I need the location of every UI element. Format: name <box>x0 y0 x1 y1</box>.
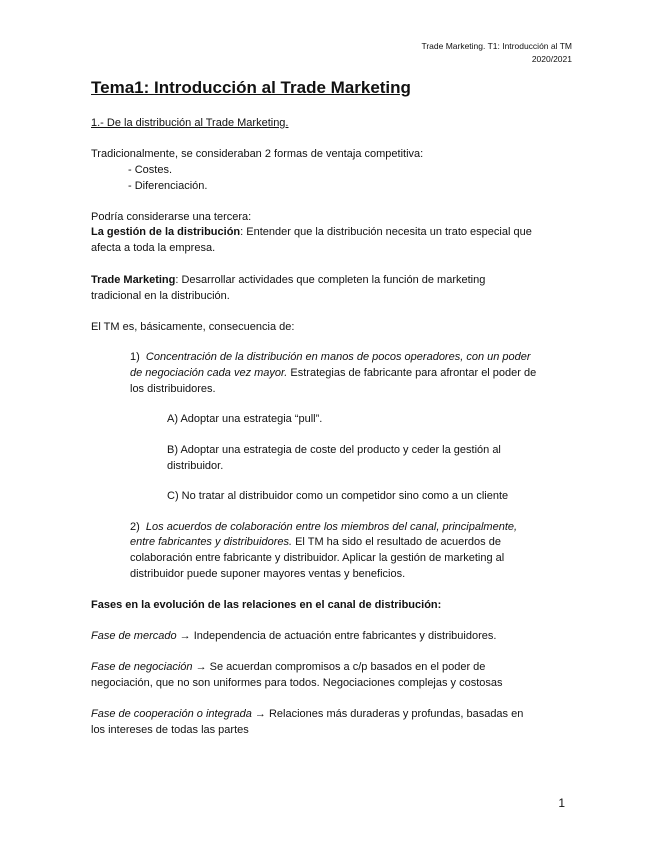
header-title: Trade Marketing. T1: Introducción al TM <box>421 41 572 51</box>
phase-label: Fase de mercado <box>91 630 177 642</box>
intro-text: Tradicionalmente, se consideraban 2 formas de ventaja competitiva: <box>91 148 424 160</box>
phase-label: Fase de cooperación o integrada <box>91 708 252 720</box>
item-text: El TM ha sido el resultado de acuerdos de <box>292 536 501 548</box>
paragraph: El TM es, básicamente, consecuencia de: <box>91 321 295 333</box>
phase-text: Se acuerdan compromisos a c/p basados en el poder de <box>209 661 486 673</box>
paragraph <box>91 272 485 288</box>
page-number: 1 <box>558 796 565 810</box>
running-header <box>421 40 572 66</box>
sub-item: A) Adoptar una estrategia “pull”. <box>167 413 323 425</box>
term-text: : Desarrollar actividades que completen la función de marketing <box>175 274 486 286</box>
phase-item-line: los intereses de todas las partes <box>91 724 249 736</box>
item-italic: Concentración de la distribución en manos de pocos operadores, con un poder <box>145 351 531 363</box>
item-number: 2) <box>130 521 140 533</box>
phase-item <box>91 659 485 675</box>
term-label: La gestión de la distribución <box>91 226 241 238</box>
phase-label: Fase de negociación <box>91 661 193 673</box>
sub-item: B) Adoptar una estrategia de coste del producto y ceder la gestión al <box>167 444 501 456</box>
arrow-right-icon: → <box>195 661 207 673</box>
term-label: Trade Marketing <box>91 274 176 286</box>
sub-item: C) No tratar al distribuidor como un competidor sino como a un cliente <box>167 490 509 502</box>
phase-item <box>91 706 523 722</box>
header-year: 2020/2021 <box>531 54 572 64</box>
numbered-item-line <box>130 365 536 381</box>
numbered-item <box>130 349 531 365</box>
paragraph: Podría considerarse una tercera: <box>91 211 252 223</box>
paragraph: afecta a toda la empresa. <box>91 242 216 254</box>
item-italic: de negociación cada vez mayor. <box>130 367 288 379</box>
list-item: - Costes. <box>128 164 173 176</box>
term-text: : Entender que la distribución necesita un trato especial que <box>240 226 532 238</box>
list-item: - Diferenciación. <box>128 180 208 192</box>
item-italic: Los acuerdos de colaboración entre los miembros del canal, principalmente, <box>145 521 518 533</box>
numbered-item-line <box>130 534 501 550</box>
numbered-item-line: colaboración entre fabricante y distribuidor. Aplicar la gestión de marketing al <box>130 552 505 564</box>
paragraph: tradicional en la distribución. <box>91 290 230 302</box>
phase-item-line: negociación, que no son uniformes para todos. Negociaciones complejas y costosas <box>91 677 503 689</box>
arrow-right-icon: → <box>179 630 191 642</box>
numbered-item <box>130 519 517 535</box>
page-title: Tema1: Introducción al Trade Marketing <box>91 78 411 97</box>
section-heading: 1.- De la distribución al Trade Marketing. <box>91 117 289 129</box>
phase-item <box>91 628 496 644</box>
arrow-right-icon: → <box>254 708 266 720</box>
paragraph <box>91 224 532 240</box>
item-text: Estrategias de fabricante para afrontar el poder de <box>287 367 537 379</box>
phase-text: Relaciones más duraderas y profundas, basadas en <box>268 708 524 720</box>
phase-text: Independencia de actuación entre fabricantes y distribuidores. <box>193 630 497 642</box>
sub-item: distribuidor. <box>167 460 224 472</box>
item-number: 1) <box>130 351 140 363</box>
numbered-item-line: distribuidor puede suponer mayores ventas y beneficios. <box>130 568 406 580</box>
numbered-item-line: los distribuidores. <box>130 383 216 395</box>
item-italic: entre fabricantes y distribuidores. <box>130 536 293 548</box>
phases-heading: Fases en la evolución de las relaciones en el canal de distribución: <box>91 599 442 611</box>
